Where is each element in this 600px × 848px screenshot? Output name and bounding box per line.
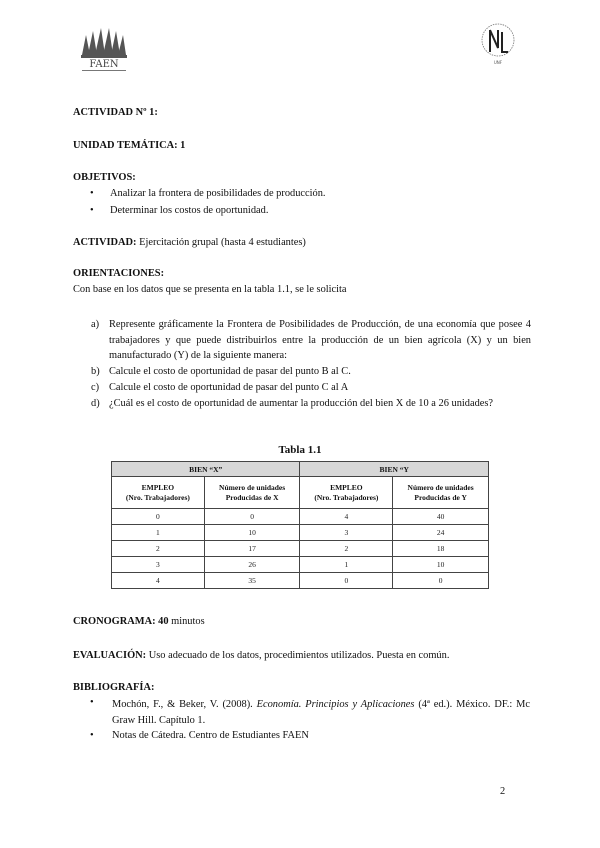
schedule-unit: minutos (168, 616, 205, 627)
orientations-intro: Con base en los datos que se presenta en la tabla 1.1, se le solicita (73, 284, 347, 295)
col-header-employment-x: EMPLEO (Nro. Trabajadores) (112, 477, 205, 509)
schedule-value: 40 (155, 616, 169, 627)
table-row: 2 17 2 18 (112, 541, 489, 557)
evaluation-label: EVALUACIÓN: (73, 650, 147, 661)
activity-label: ACTIVIDAD: (73, 237, 137, 248)
orientation-item-d: d) ¿Cuál es el costo de oportunidad de aumentar la producción del bien X de 10 a 26 unidades? (91, 398, 494, 409)
orientations-heading: ORIENTACIONES: (73, 268, 165, 279)
activity-title: ACTIVIDAD Nº 1: (73, 107, 158, 118)
table-title: Tabla 1.1 (278, 444, 322, 456)
seal-logo-text: UNF (493, 60, 503, 65)
ref1-authors: Mochón, F., & Beker, V. (2008). (112, 699, 257, 710)
ref1-title: Economía. Principios y Aplicaciones (256, 699, 415, 710)
col-header-units-y: Número de unidades Producidas de Y (393, 477, 489, 509)
unit-title: UNIDAD TEMÁTICA: 1 (73, 140, 186, 151)
faen-logo-text: FAEN (89, 59, 119, 70)
ref1-details: (4ª ed.). México. DF.: Mc Graw Hill. Capítulo 1. (112, 699, 530, 726)
activity-text: Ejercitación grupal (hasta 4 estudiantes) (136, 237, 306, 248)
objective-text: Determinar los costos de oportunidad. (110, 205, 269, 216)
orientation-item-a: a) Represente gráficamente la Frontera de Posibilidades de Producción, de una economía que posee 4 trabajadores y que puede distribuirlos entre la producción de un bien agrícola (X) y un bien manufacturado (Y) de la siguiente manera: (91, 319, 531, 361)
orientation-item-c: c) Calcule el costo de oportunidad de pasar del punto C al A (91, 382, 349, 393)
table-row: 4 35 0 0 (112, 573, 489, 589)
evaluation-line (73, 650, 449, 661)
table-row: 3 26 1 10 (112, 557, 489, 573)
bibliography-item: • Notas de Cátedra. Centro de Estudiantes FAEN (90, 730, 309, 741)
objectives-heading: OBJETIVOS: (73, 172, 136, 183)
university-seal-logo (480, 18, 516, 66)
orientation-item-b: b) Calcule el costo de oportunidad de pasar del punto B al C. (91, 366, 351, 377)
ref2-text: Notas de Cátedra. Centro de Estudiantes FAEN (112, 730, 309, 741)
page-number: 2 (500, 786, 506, 797)
table-group-y: BIEN “Y (300, 462, 489, 477)
col-header-units-x: Número de unidades Producidas de X (204, 477, 300, 509)
activity-line (73, 237, 306, 248)
bibliography-heading: BIBLIOGRAFÍA: (73, 682, 155, 693)
objective-text: Analizar la frontera de posibilidades de producción. (110, 188, 326, 199)
schedule-label: CRONOGRAMA: (73, 616, 156, 627)
schedule-line (73, 616, 205, 627)
evaluation-text: Uso adecuado de los datos, procedimientos utilizados. Puesta en común. (146, 650, 450, 661)
production-table (111, 461, 489, 589)
table-row: 1 10 3 24 (112, 525, 489, 541)
table-group-x: BIEN “X” (112, 462, 300, 477)
objective-item: • Analizar la frontera de posibilidades de producción. (90, 188, 326, 199)
table-row: 0 0 4 40 (112, 509, 489, 525)
col-header-employment-y: EMPLEO (Nro. Trabajadores) (300, 477, 393, 509)
faen-logo (78, 25, 130, 75)
objective-item: • Determinar los costos de oportunidad. (90, 205, 269, 216)
bibliography-item: • Mochón, F., & Beker, V. (2008). Economía. Principios y Aplicaciones (4ª ed.). México. DF.: Mc Graw Hill. Capítulo 1. (90, 697, 530, 726)
